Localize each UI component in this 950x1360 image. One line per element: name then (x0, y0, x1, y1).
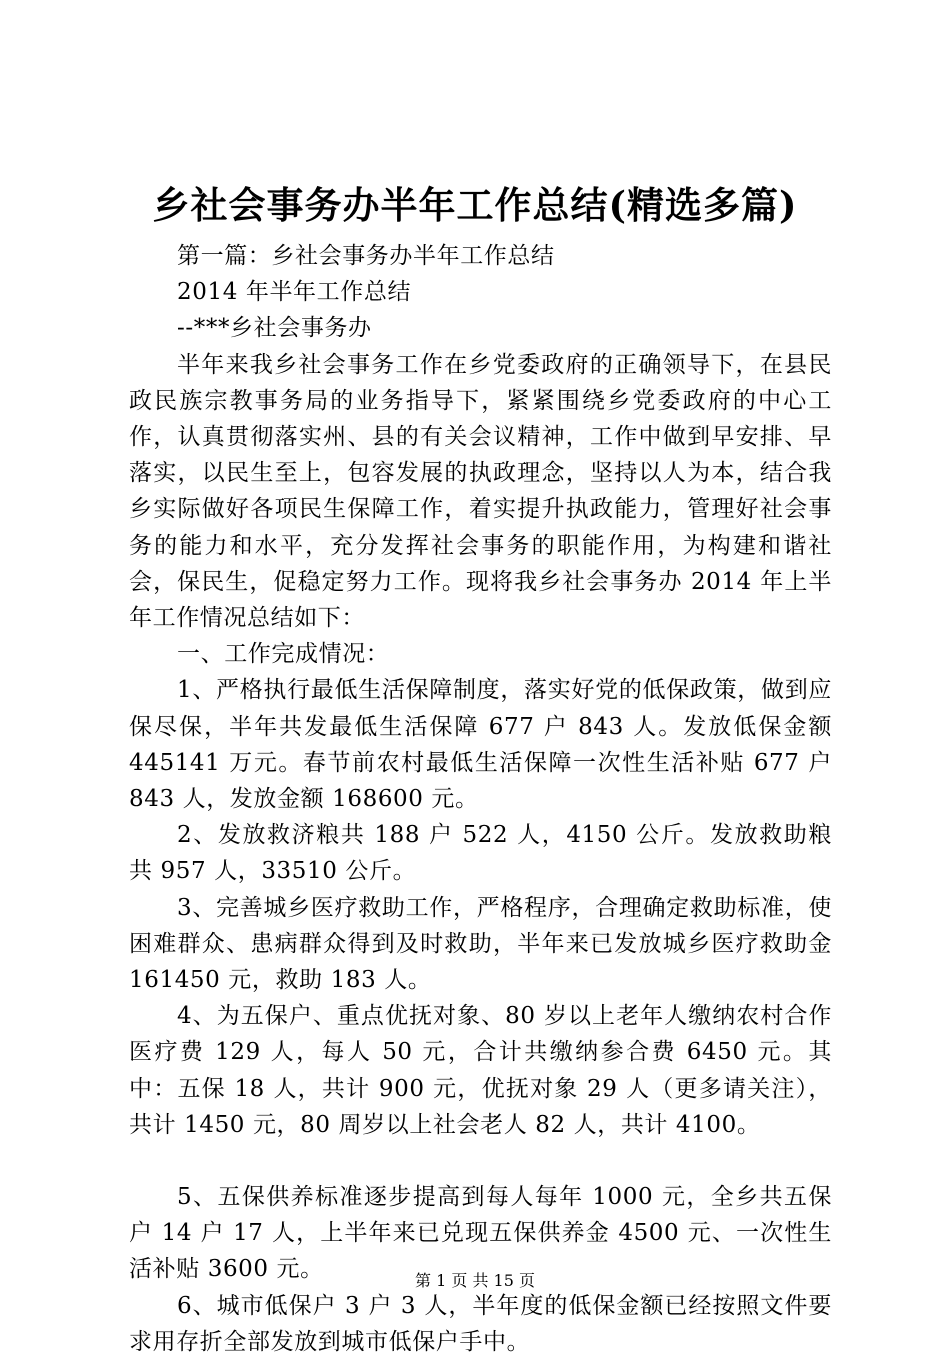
list-item: 3、完善城乡医疗救助工作，严格程序，合理确定救助标准，使困难群众、患病群众得到及时救助，半年来已发放城乡医疗救助金 161450 元，救助 183 人。 (129, 894, 832, 994)
list-item: 2、发放救济粮共 188 户 522 人，4150 公斤。发放救助粮共 957 人，33510 公斤。 (129, 822, 832, 885)
section-heading: 第一篇：乡社会事务办半年工作总结 (177, 243, 555, 269)
document-title: 乡社会事务办半年工作总结(精选多篇) (152, 183, 798, 227)
list-item: 6、城市低保户 3 户 3 人，半年度的低保金额已经按照文件要求用存折全部发放到城市低保户手中。 (129, 1292, 832, 1355)
list-item: 1、严格执行最低生活保障制度，落实好党的低保政策，做到应保尽保，半年共发最低生活保障 677 户 843 人。发放低保金额 445141 万元。春节前农村最低生活保障一次性生活补贴 677 户 843 人，发放金额 168600 元。 (129, 677, 832, 813)
list-item: 5、五保供养标准逐步提高到每人每年 1000 元，全乡共五保户 14 户 17 人，上半年来已兑现五保供养金 4500 元、一次性生活补贴 3600 元。 (129, 1184, 832, 1283)
list-item: 4、为五保户、重点优抚对象、80 岁以上老年人缴纳农村合作医疗费 129 人，每人 50 元，合计共缴纳参合费 6450 元。其中：五保 18 人，共计 900 元，优抚对象 29 人（更多请关注），共计 1450 元，80 周岁以上社会老人 82 人，共计 4100。 (129, 1003, 832, 1138)
intro-paragraph: 半年来我乡社会事务工作在乡党委政府的正确领导下，在县民政民族宗教事务局的业务指导下，紧紧围绕乡党委政府的中心工作，认真贯彻落实州、县的有关会议精神，工作中做到早安排、早落实，以民生至上，包容发展的执政理念，坚持以人为本，结合我乡实际做好各项民生保障工作，着实提升执政能力，管理好社会事务的能力和水平，充分发挥社会事务的职能作用，为构建和谐社会，保民生，促稳定努力工作。现将我乡社会事务办 2014 年上半年工作情况总结如下： (129, 351, 832, 632)
subtitle-line: 2014 年半年工作总结 (177, 279, 412, 306)
blank-line (129, 1143, 832, 1179)
author-line: --***乡社会事务办 (177, 315, 372, 342)
list-heading: 一、工作完成情况： (177, 641, 390, 668)
document-body (129, 238, 832, 1360)
page-footer: 第 1 页 共 15 页 (415, 1271, 535, 1290)
